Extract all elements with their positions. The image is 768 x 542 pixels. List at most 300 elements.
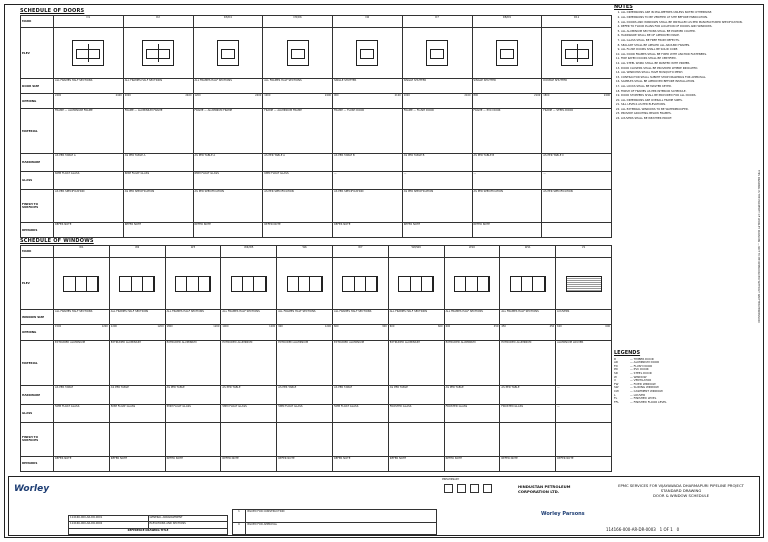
door-cell-remarks: REFER NOTE [402, 223, 472, 238]
window-elevation-icon [342, 276, 378, 292]
door-cell-material: FRAME — ALUMINIUM FRAME [123, 109, 193, 154]
consultant-logo-left: Worley [14, 484, 50, 494]
door-cell-opening [123, 94, 193, 109]
legend-key: SD [614, 370, 618, 375]
window-row-size [21, 310, 612, 325]
door-elevation-icon [287, 40, 309, 66]
door-cell-material: FRAME — FLUSH DOOR [333, 109, 403, 154]
window-row-label: FINISH TO SURFACES [21, 423, 54, 457]
door-elevation [55, 28, 122, 78]
door-width: 2400 [55, 94, 62, 97]
window-row-opening [21, 325, 612, 340]
window-height: 450 [493, 325, 499, 329]
door-elevation [125, 28, 192, 78]
legend-value: — LOUVER [630, 392, 646, 397]
door-row-hardware [21, 154, 612, 172]
window-row-label: MARK [21, 246, 54, 258]
window-height: 1200 [324, 325, 331, 329]
note-item: 11. FIRE RATED DOORS SHALL BE CERTIFIED. [621, 57, 754, 60]
window-cell-size: LOUVERS [556, 310, 612, 325]
note-item: 23. PROVIDE GROUTING BELOW FRAMES. [621, 112, 754, 115]
door-cell-remarks [542, 223, 612, 238]
door-cell-glass: 6MM FLOAT GLASS [123, 172, 193, 190]
note-item: 4. REFER TO FLOOR PLANS FOR LOCATION OF DOORS AND WINDOWS. [621, 25, 754, 28]
note-item: 5. ALL ALUMINIUM SECTIONS SHALL BE POWDER COATED. [621, 30, 754, 33]
window-cell-mark: W4/W5 [221, 246, 277, 258]
note-item: 20. ALL DIMENSIONS ARE OVERALL FRAME SIZES. [621, 99, 754, 102]
legend-value: — ALUMINIUM DOOR [630, 360, 660, 365]
door-elevation [334, 28, 401, 78]
door-cell-mark: D11 [542, 16, 612, 28]
window-cell-finish [500, 423, 556, 457]
note-item: 9. ALL FLUSH DOORS SHALL BE SOLID CORE. [621, 48, 754, 51]
window-cell-elev [277, 258, 333, 310]
window-row-remarks [21, 456, 612, 471]
door-cell-remarks: REFER NOTE [123, 223, 193, 238]
legend-value: — WINDOW [630, 374, 647, 379]
windows-schedule-table [20, 245, 612, 472]
door-cell-glass: — [333, 172, 403, 190]
door-cell-remarks: REFER NOTE [193, 223, 263, 238]
window-row-finish [21, 423, 612, 457]
window-cell-opening [165, 325, 221, 340]
window-cell-material: EXTRUDED ALUMINIUM [444, 340, 500, 386]
window-cell-material: ALUMINIUM LOUVER [556, 340, 612, 386]
legend-key: CW [614, 388, 619, 393]
door-cell-hardware: AS PER TABLE A [193, 154, 263, 172]
window-row-label: GLASS [21, 404, 54, 422]
door-cell-size: ALL FRAMES HALF SECTIONS [263, 79, 333, 94]
door-cell-size: SINGLE SHUTTER [402, 79, 472, 94]
door-cell-glass: 6MM FLOAT GLASS [54, 172, 124, 190]
window-cell-mark: W11 [500, 246, 556, 258]
legend-key: PD [614, 367, 618, 372]
door-cell-opening [333, 94, 403, 109]
door-height: 2400 [185, 94, 192, 97]
window-cell-remarks: REFER NOTE [444, 456, 500, 471]
door-cell-mark: D7 [402, 16, 472, 28]
door-row-mark [21, 16, 612, 28]
window-cell-remarks: REFER NOTE [165, 456, 221, 471]
window-height: 600 [605, 325, 610, 329]
note-item: 8. SEALANT SHALL BE APPLIED ALL AROUND FRAMES. [621, 44, 754, 47]
window-row-label: OPENING [21, 325, 54, 340]
window-cell-hardware: AS PER TABLE [109, 386, 165, 404]
window-elevation [222, 258, 275, 309]
door-width: 800 [473, 94, 479, 97]
legend-value: — VENTILATOR [630, 378, 652, 383]
door-row-size [21, 79, 612, 94]
note-item: 10. ALL DOOR FRAMES SHALL BE FIXED WITH ANCHOR FASTENERS. [621, 53, 754, 56]
door-elevation [264, 28, 331, 78]
window-cell-opening [556, 325, 612, 340]
window-cell-size: ALL FRAMES HALF SECTIONS [165, 310, 221, 325]
door-cell-elev [472, 28, 542, 79]
window-cell-mark: W6 [277, 246, 333, 258]
window-cell-hardware: AS PER TABLE [221, 386, 277, 404]
window-cell-elev [54, 258, 110, 310]
window-cell-glass: 5MM FLOAT GLASS [165, 404, 221, 422]
window-width: 1800 [166, 325, 173, 329]
window-cell-hardware: AS PER TABLE [277, 386, 333, 404]
revision-number: 1 [233, 510, 246, 523]
door-cell-elev [263, 28, 333, 79]
door-cell-opening [402, 94, 472, 109]
window-cell-mark: V1 [556, 246, 612, 258]
door-elevation-icon [142, 40, 174, 66]
window-cell-opening [221, 325, 277, 340]
window-cell-remarks: REFER NOTE [109, 456, 165, 471]
sheet-title: STANDARD DRAWING DOOR & WINDOW SCHEDULE [652, 488, 710, 498]
door-cell-mark: D3/D4 [193, 16, 263, 28]
revision-row [233, 510, 437, 523]
note-item: 2. ALL DIMENSIONS TO BE VERIFIED AT SITE BEFORE FABRICATION. [621, 16, 754, 19]
window-cell-glass: 5MM FLOAT GLASS [221, 404, 277, 422]
window-cell-opening [109, 325, 165, 340]
window-cell-remarks: REFER NOTE [388, 456, 444, 471]
window-cell-size: ALL FRAMES HALF SECTIONS [109, 310, 165, 325]
window-cell-material: EXTRUDED ALUMINIUM [165, 340, 221, 386]
door-width: 1000 [264, 94, 271, 97]
window-cell-glass: 5MM FLOAT GLASS [332, 404, 388, 422]
door-cell-glass: 6MM FLOAT GLASS [263, 172, 333, 190]
revision-row [233, 522, 437, 535]
window-elevation-icon [63, 276, 99, 292]
door-cell-finish: AS PER SPECIFICATION [542, 190, 612, 223]
door-row-elev [21, 28, 612, 79]
legend-key: AD [614, 360, 619, 365]
door-row-finish [21, 190, 612, 223]
legend-value: — CASEMENT WINDOW [630, 388, 663, 393]
door-width: 1000 [403, 94, 410, 97]
window-cell-hardware: AS PER TABLE [54, 386, 110, 404]
door-width: 1200 [194, 94, 201, 97]
window-width: 600 [445, 325, 451, 329]
door-elevation-icon [426, 40, 448, 66]
window-cell-finish [556, 423, 612, 457]
reference-drawings-table [68, 515, 228, 535]
legend-value: — FINISHED LEVEL [630, 396, 657, 401]
door-cell-hardware: AS PER TABLE B [333, 154, 403, 172]
legend-value: — FIXED WINDOW [630, 381, 656, 386]
window-elevation-icon [119, 276, 155, 292]
revision-table [232, 509, 437, 535]
legend-key: FL [614, 396, 618, 401]
window-cell-hardware: AS PER TABLE [165, 386, 221, 404]
legend-key: SW [614, 385, 619, 390]
window-row-mark [21, 246, 612, 258]
project-title: EPMC SERVICES FOR VIJAYAWADA DHARMAPURI PIPELINE PROJECT [618, 483, 744, 488]
door-cell-size: SINGLE SHUTTER [472, 79, 542, 94]
window-cell-remarks: REFER NOTE [277, 456, 333, 471]
window-cell-elev [500, 258, 556, 310]
window-cell-glass: 5MM FLOAT GLASS [109, 404, 165, 422]
note-item: 12. ALL STEEL WORK SHALL BE PAINTED WITH PRIMER. [621, 62, 754, 65]
door-cell-glass: — [472, 172, 542, 190]
consultant-logo: Worley Parsons [541, 511, 585, 517]
window-cell-finish [388, 423, 444, 457]
window-width: 600 [389, 325, 395, 329]
door-row-label: MARK [21, 16, 54, 28]
door-elevation-icon [72, 40, 104, 66]
door-cell-mark: D6 [333, 16, 403, 28]
legend-value: — SLIDING WINDOW [630, 385, 659, 390]
side-note: THIS DRAWING IS THE PROPERTY OF WORLEY PARSONS — NOT TO BE REPRODUCED WITHOUT WRITTEN PERMISSION [757, 170, 760, 323]
door-height: 2400 [115, 94, 122, 97]
door-cell-elev [402, 28, 472, 79]
window-cell-hardware: AS PER TABLE [388, 386, 444, 404]
door-cell-finish: AS PER SPECIFICATION [193, 190, 263, 223]
window-cell-glass: FROSTED GLASS [500, 404, 556, 422]
note-item: 3. ALL DOORS AND WINDOWS SHALL BE INSTALLED AS PER MANUFACTURER SPECIFICATION. [621, 21, 754, 24]
revision-number: 0 [233, 522, 246, 535]
legend-key: L [614, 392, 616, 397]
doors-schedule-title: SCHEDULE OF DOORS [20, 8, 85, 14]
door-elevation [543, 28, 610, 78]
window-row-material [21, 340, 612, 386]
note-item: 19. DOOR STOPPERS SHALL BE PROVIDED FOR ALL DOORS. [621, 94, 754, 97]
window-cell-mark: W2 [109, 246, 165, 258]
reference-title: ELEVATIONS AND SECTIONS [148, 522, 228, 528]
window-cell-remarks: REFER NOTE [54, 456, 110, 471]
window-cell-glass: — [556, 404, 612, 422]
door-cell-glass: 6MM FLOAT GLASS [193, 172, 263, 190]
window-cell-hardware: AS PER TABLE [332, 386, 388, 404]
window-row-label: ELEV [21, 258, 54, 310]
door-cell-hardware: AS PER TABLE A [263, 154, 333, 172]
door-height: 2400 [603, 94, 610, 97]
window-cell-hardware: AS PER TABLE [500, 386, 556, 404]
door-row-label: REMARKS [21, 223, 54, 238]
door-cell-finish: AS PER SPECIFICATION [333, 190, 403, 223]
door-height: 2100 [464, 94, 471, 97]
window-cell-size: ALL FRAMES HALF SECTIONS [54, 310, 110, 325]
project-title-box [606, 483, 756, 498]
door-cell-material: FRAME — FLUSH DOOR [402, 109, 472, 154]
door-elevation-icon [217, 40, 239, 66]
window-elevation [501, 258, 554, 309]
door-cell-mark: D1 [54, 16, 124, 28]
door-cell-opening [193, 94, 263, 109]
window-cell-elev [221, 258, 277, 310]
door-cell-hardware: AS PER TABLE A [123, 154, 193, 172]
notes-title: NOTES [614, 4, 633, 10]
window-cell-finish [277, 423, 333, 457]
legend-value: — PVC DOOR [630, 367, 649, 372]
window-cell-finish [54, 423, 110, 457]
window-height: 900 [382, 325, 387, 329]
window-cell-elev [388, 258, 444, 310]
note-item: 14. ALL WINDOWS SHALL HAVE MOSQUITO MESH. [621, 71, 754, 74]
window-row-elev [21, 258, 612, 310]
legend-key: D [614, 356, 617, 361]
door-cell-mark: D5/D6 [263, 16, 333, 28]
legend-value: — STEEL DOOR [630, 370, 652, 375]
door-cell-material: FRAME — ALUMINIUM FRAME [193, 109, 263, 154]
window-height: 1200 [101, 325, 108, 329]
window-height: 1200 [157, 325, 164, 329]
window-width: 1000 [222, 325, 229, 329]
window-cell-mark: W7 [332, 246, 388, 258]
window-width: 600 [557, 325, 562, 329]
door-cell-hardware: AS PER TABLE C [542, 154, 612, 172]
window-cell-finish [332, 423, 388, 457]
door-row-label: MATERIAL [21, 109, 54, 154]
door-cell-opening [472, 94, 542, 109]
window-cell-remarks: REFER NOTE [332, 456, 388, 471]
windows-schedule-title: SCHEDULE OF WINDOWS [20, 238, 94, 244]
door-cell-size: ALL FRAMES HALF SECTIONS [123, 79, 193, 94]
door-cell-size: ALL FRAMES HALF SECTIONS [193, 79, 263, 94]
door-row-material [21, 109, 612, 154]
window-elevation [334, 258, 387, 309]
door-cell-opening [542, 94, 612, 109]
note-item: 17. ALL LOCKS SHALL BE MASTER KEYED. [621, 85, 754, 88]
door-elevation-icon [496, 40, 518, 66]
legend-key: FD [614, 363, 618, 368]
note-item: 7. ALL GLASS SHALL BE FREE FROM DEFECTS. [621, 39, 754, 42]
window-elevation [278, 258, 331, 309]
door-elevation-icon [356, 40, 378, 66]
window-elevation-icon [231, 276, 267, 292]
door-cell-elev [193, 28, 263, 79]
legend-key: W [614, 374, 617, 379]
legend-key: FW [614, 381, 619, 386]
approval-stamps [442, 478, 514, 494]
door-height: 2400 [324, 94, 331, 97]
window-cell-size: ALL FRAMES HALF SECTIONS [500, 310, 556, 325]
window-cell-material: EXTRUDED ALUMINIUM [500, 340, 556, 386]
window-cell-glass: 5MM FLOAT GLASS [277, 404, 333, 422]
door-height: 2100 [534, 94, 541, 97]
window-cell-material: EXTRUDED ALUMINIUM [277, 340, 333, 386]
window-cell-remarks: REFER NOTE [221, 456, 277, 471]
window-elevation-icon [287, 276, 323, 292]
note-item: 13. DOOR CLOSERS SHALL BE PROVIDED WHERE INDICATED. [621, 67, 754, 70]
window-cell-material: EXTRUDED ALUMINIUM [54, 340, 110, 386]
window-cell-hardware: AS PER TABLE [444, 386, 500, 404]
window-row-hardware [21, 386, 612, 404]
window-cell-size: ALL FRAMES HALF SECTIONS [388, 310, 444, 325]
window-cell-material: EXTRUDED ALUMINIUM [332, 340, 388, 386]
door-elevation [404, 28, 471, 78]
legend-value: — TIMBER DOOR [630, 356, 654, 361]
note-item: 22. ALL EXTERNAL WINDOWS TO BE WATERPROOFED. [621, 108, 754, 111]
door-cell-finish: AS PER SPECIFICATION [472, 190, 542, 223]
door-cell-remarks: REFER NOTE [472, 223, 542, 238]
window-elevation-icon [510, 276, 546, 292]
door-elevation-icon [561, 40, 593, 66]
window-cell-finish [165, 423, 221, 457]
notes-list [614, 11, 754, 120]
note-item: 16. SAMPLES SHALL BE APPROVED BEFORE INSTALLATION. [621, 80, 754, 83]
window-elevation-icon [175, 276, 211, 292]
window-height: 1200 [269, 325, 276, 329]
door-cell-material: FRAME — PVC DOOR [472, 109, 542, 154]
window-cell-opening [54, 325, 110, 340]
revision-description: ISSUED FOR APPROVAL [246, 522, 437, 535]
window-width: 600 [333, 325, 339, 329]
door-cell-opening [54, 94, 124, 109]
door-cell-finish: AS PER SPECIFICATION [123, 190, 193, 223]
window-cell-glass: FROSTED GLASS [444, 404, 500, 422]
door-cell-finish: AS PER SPECIFICATION [263, 190, 333, 223]
door-cell-mark: D2 [123, 16, 193, 28]
reference-number: 114166-000-AR-DR-0001 [69, 516, 149, 522]
legend-value: — FINISHED FLOOR LEVEL [630, 399, 667, 404]
door-width: 2000 [124, 94, 131, 97]
window-cell-opening [500, 325, 556, 340]
window-width: 1200 [110, 325, 117, 329]
door-width: 900 [334, 94, 339, 97]
window-cell-opening [332, 325, 388, 340]
window-cell-remarks: REFER NOTE [556, 456, 612, 471]
door-cell-finish: AS PER SPECIFICATION [54, 190, 124, 223]
window-row-glass [21, 404, 612, 422]
legends-panel [614, 352, 754, 404]
window-row-label: MATERIAL [21, 340, 54, 386]
window-cell-opening [444, 325, 500, 340]
door-cell-opening [263, 94, 333, 109]
door-row-label: HARDWARE [21, 154, 54, 172]
window-row-label: HARDWARE [21, 386, 54, 404]
legend-key: FFL [614, 399, 619, 404]
window-cell-mark: W10 [444, 246, 500, 258]
drawing-number: 114166-000-AR-DR-0003 1 OF 1 0 [606, 527, 680, 532]
window-cell-hardware: — [556, 386, 612, 404]
door-row-label: DOOR SIZE [21, 79, 54, 94]
notes-panel [614, 6, 754, 122]
window-cell-finish [109, 423, 165, 457]
window-height: 1200 [213, 325, 220, 329]
window-cell-material: EXTRUDED ALUMINIUM [109, 340, 165, 386]
note-item: 15. CONTRACTOR SHALL SUBMIT SHOP DRAWINGS FOR APPROVAL. [621, 76, 754, 79]
window-elevation [111, 258, 164, 309]
door-cell-material: FRAME — STEEL DOOR [542, 109, 612, 154]
window-elevation [557, 258, 610, 309]
window-elevation [390, 258, 443, 309]
reference-number: 114166-000-AR-DR-0002 [69, 522, 149, 528]
window-cell-elev [332, 258, 388, 310]
window-cell-mark: W1 [54, 246, 110, 258]
door-cell-hardware: AS PER TABLE A [54, 154, 124, 172]
door-elevation [474, 28, 541, 78]
window-cell-elev [444, 258, 500, 310]
window-cell-remarks: REFER NOTE [500, 456, 556, 471]
window-cell-elev [109, 258, 165, 310]
window-height: 450 [549, 325, 555, 329]
window-elevation [55, 258, 108, 309]
legend-key: V [614, 378, 616, 383]
window-cell-size: ALL FRAMES HALF SECTIONS [277, 310, 333, 325]
window-cell-mark: W3 [165, 246, 221, 258]
window-cell-elev [165, 258, 221, 310]
door-cell-size: DOUBLE SHUTTER [542, 79, 612, 94]
window-cell-size: ALL FRAMES HALF SECTIONS [221, 310, 277, 325]
window-elevation [167, 258, 220, 309]
doors-schedule-table [20, 15, 612, 238]
window-cell-size: ALL FRAMES HALF SECTIONS [444, 310, 500, 325]
window-cell-opening [388, 325, 444, 340]
note-item: 21. SILL LEVELS AS PER ELEVATIONS. [621, 103, 754, 106]
legend-value: — FLUSH DOOR [630, 363, 653, 368]
window-elevation-icon [398, 276, 434, 292]
door-row-label: FINISH TO SURFACES [21, 190, 54, 223]
door-cell-size: SINGLE SHUTTER [333, 79, 403, 94]
legends-title: LEGENDS [614, 350, 641, 356]
door-row-label: ELEV [21, 28, 54, 79]
door-cell-glass: — [402, 172, 472, 190]
